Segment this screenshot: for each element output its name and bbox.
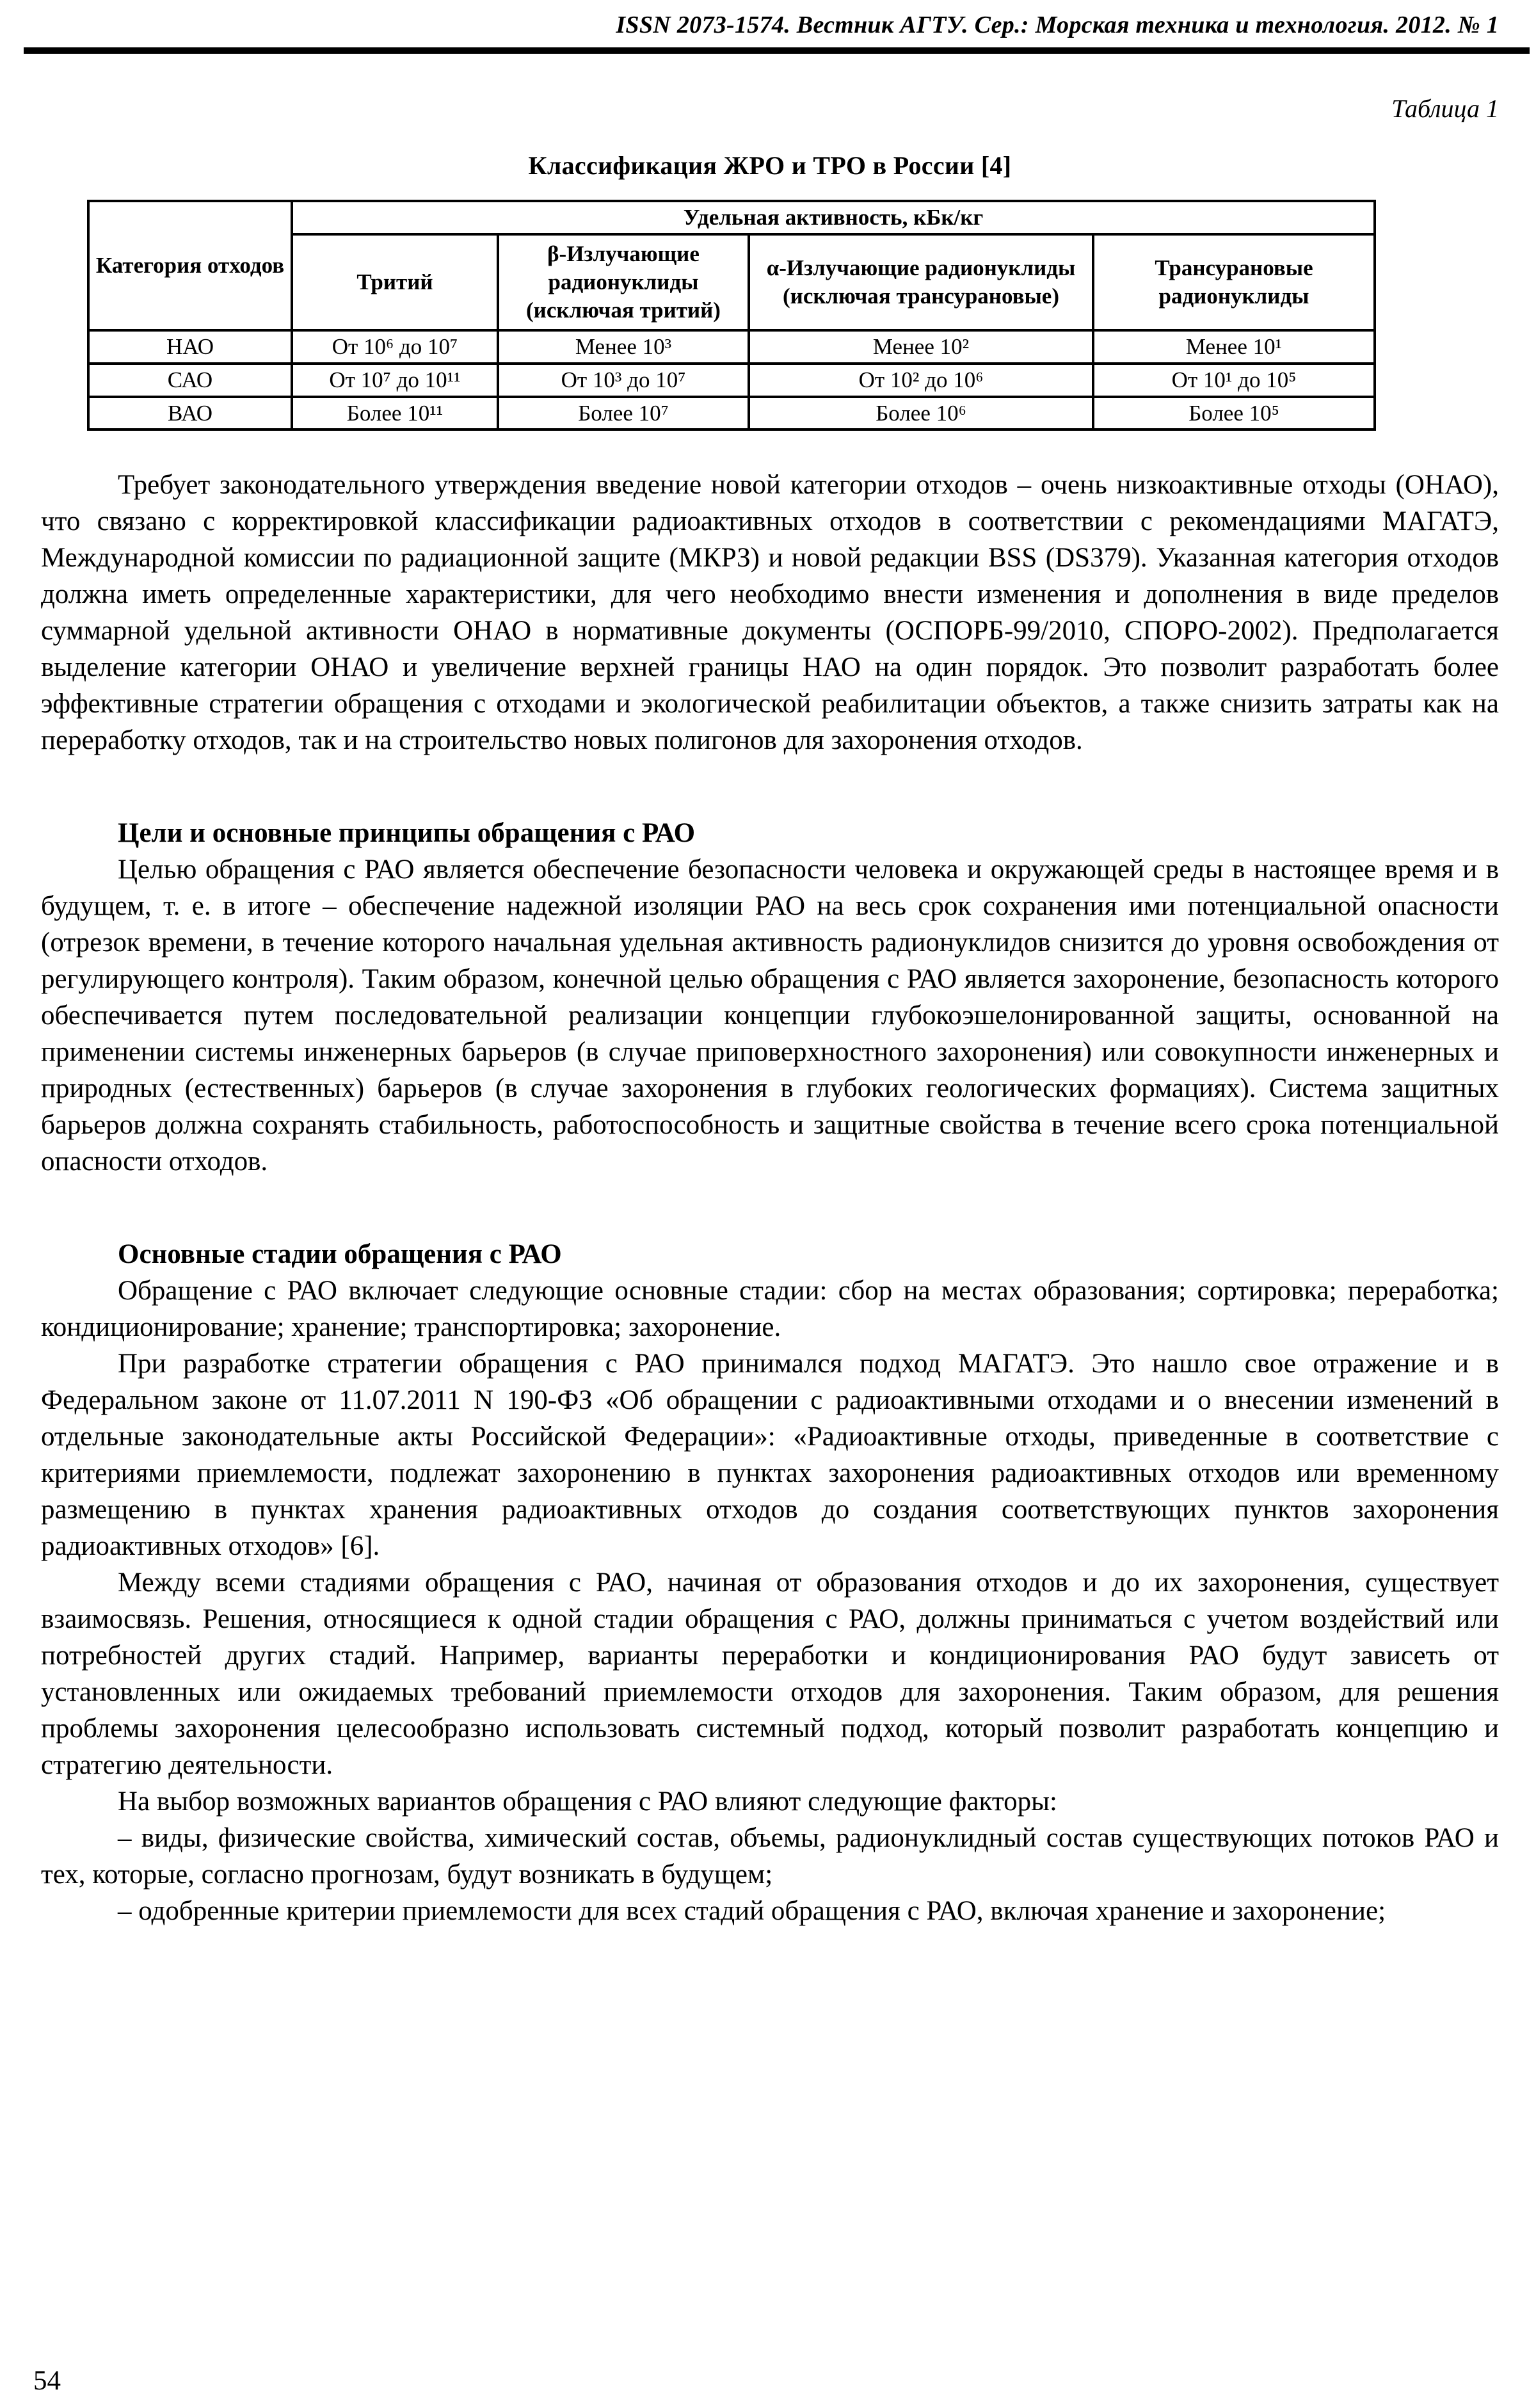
paragraph: Обращение с РАО включает следующие основные стадии: сбор на местах образования; сортировка; переработка; кондиционирование; хранение; транспортировка; захоронение. [41,1276,1499,1343]
table-cell-category: НАО [88,330,292,364]
table-cell: От 10² до 10⁶ [749,364,1093,397]
header-cell-alpha: α-Излучающие радионуклиды (исключая трансурановые) [749,234,1093,330]
table-cell: Менее 10¹ [1093,330,1375,364]
waste-classification-table [87,200,1376,431]
table-cell: Более 10¹¹ [292,397,498,430]
table-cell-category: САО [88,364,292,397]
table-cell: От 10⁶ до 10⁷ [292,330,498,364]
table-row [88,364,1375,397]
table-cell: От 10³ до 10⁷ [498,364,749,397]
paragraph: На выбор возможных вариантов обращения с РАО влияют следующие факторы: [118,1786,1057,1817]
table-cell-category: ВАО [88,397,292,430]
paragraph: Целью обращения с РАО является обеспечение безопасности человека и окружающей среды в настоящее время и в будущем, т. е. в итоге – обеспечение надежной изоляции РАО на весь срок сохранения ими потенциальной опасности (отрезок времени, в течение которого начальная удельная активность радионуклидов снизится до уровня освобождения от регулирующего контроля). Таким образом, конечной целью обращения с РАО является захоронение, безопасность которого обеспечивается путем последовательной реализации концепции глубокоэшелонированной защиты, основанной на применении системы инженерных барьеров (в случае приповерхностного захоронения) или совокупности инженерных и природных (естественных) барьеров (в случае захоронения в глубоких геологических формациях). Система защитных барьеров должна сохранять стабильность, работоспособность и защитные свойства в течение всего срока потенциальной опасности отходов. [41,855,1499,1177]
table-header-row [88,201,1375,234]
table-row [88,330,1375,364]
header-cell-transuranic: Трансурановые радионуклиды [1093,234,1375,330]
table-cell: От 10¹ до 10⁵ [1093,364,1375,397]
header-rule [24,47,1530,54]
paragraph: Требует законодательного утверждения введение новой категории отходов – очень низкоактивные отходы (ОНАО), что связано с корректировкой классификации радиоактивных отходов в соответствии с рекомендациями МАГАТЭ, Международной комиссии по радиационной защите (МКРЗ) и новой редакции BSS (DS379). Указанная категория отходов должна иметь определенные характеристики, для чего необходимо внести изменения и дополнения в виде пределов суммарной удельной активности ОНАО в нормативные документы (ОСПОРБ-99/2010, СПОРО-2002). Предполагается выделение категории ОНАО и увеличение верхней границы НАО на один порядок. Это позволит разработать более эффективные стратегии обращения с отходами и экологической реабилитации объектов, а также снизить затраты как на переработку отходов, так и на строительство новых полигонов для захоронения отходов. [41,470,1499,756]
article-body [41,467,1499,1929]
header-cell-beta: β-Излучающие радионуклиды (исключая тритий) [498,234,749,330]
journal-running-head: ISSN 2073-1574. Вестник АГТУ. Сер.: Морская техника и технология. 2012. № 1 [616,12,1499,38]
table-caption: Таблица 1 [1391,94,1499,123]
table-cell: От 10⁷ до 10¹¹ [292,364,498,397]
paragraph: При разработке стратегии обращения с РАО принимался подход МАГАТЭ. Это нашло свое отражение и в Федеральном законе от 11.07.2011 N 190-ФЗ «Об обращении с радиоактивными отходами и о внесении изменений в отдельные законодательные акты Российской Федерации»: «Радиоактивные отходы, приведенные в соответствие с критериями приемлемости, подлежат захоронению в пунктах захоронения радиоактивных отходов или временному размещению в пунктах хранения радиоактивных отходов до создания соответствующих пунктов захоронения радиоактивных отходов» [6]. [41,1349,1499,1562]
section-heading-stages: Основные стадии обращения с РАО [118,1239,562,1270]
table-cell: Менее 10³ [498,330,749,364]
table-title: Классификация ЖРО и ТРО в России [4] [528,151,1012,180]
header-cell-category: Категория отходов [88,201,292,330]
list-item: – одобренные критерии приемлемости для всех стадий обращения с РАО, включая хранение и захоронение; [118,1896,1386,1927]
header-cell-specific-activity: Удельная активность, кБк/кг [292,201,1375,234]
table-row [88,397,1375,430]
section-heading-goals: Цели и основные принципы обращения с РАО [118,818,696,849]
paragraph: Между всеми стадиями обращения с РАО, начиная от образования отходов и до их захоронения, существует взаимосвязь. Решения, относящиеся к одной стадии обращения с РАО, должны приниматься с учетом воздействий или потребностей других стадий. Например, варианты переработки и кондиционирования РАО будут зависеть от установленных или ожидаемых требований приемлемости отходов для захоронения. Таким образом, для решения проблемы захоронения целесообразно использовать системный подход, который позволит разработать концепцию и стратегию деятельности. [41,1568,1499,1781]
table-cell: Менее 10² [749,330,1093,364]
table-cell: Более 10⁵ [1093,397,1375,430]
list-item: – виды, физические свойства, химический состав, объемы, радионуклидный состав существующих потоков РАО и тех, которые, согласно прогнозам, будут возникать в будущем; [41,1823,1499,1890]
table-cell: Более 10⁷ [498,397,749,430]
table-cell: Более 10⁶ [749,397,1093,430]
page-number: 54 [33,2366,61,2396]
header-cell-tritium: Тритий [292,234,498,330]
